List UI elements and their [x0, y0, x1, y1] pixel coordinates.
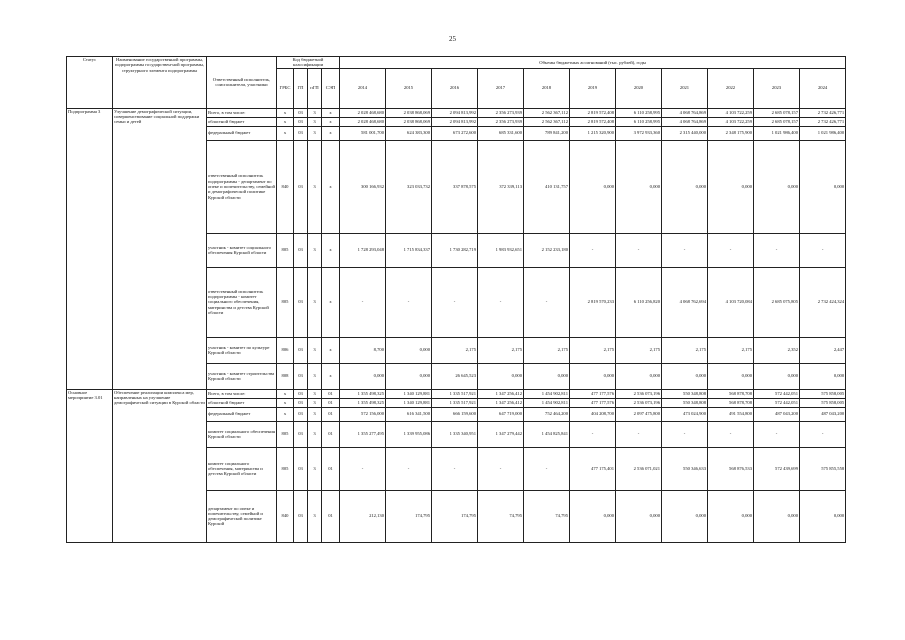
value-cell: - [478, 447, 524, 490]
value-cell: 1 983 932,651 [478, 233, 524, 267]
code-grbs: 805 [277, 267, 294, 337]
value-cell: 337 878,575 [432, 140, 478, 233]
value-cell: 568 876,533 [708, 447, 754, 490]
code-mgp: 3 [308, 337, 322, 363]
value-cell: 2 536 073,196 [616, 398, 662, 407]
value-cell: 2 038 868,069 [386, 117, 432, 126]
value-cell: - [616, 421, 662, 447]
row-executor: ответственный исполнитель подпрограммы - департамент по опеке и попечительству, семейной и демографической политике Курской области [207, 140, 277, 233]
value-cell: 6 110 256,820 [616, 267, 662, 337]
value-cell: 2 094 813,992 [432, 108, 478, 117]
value-cell: 752 464,200 [524, 407, 570, 421]
value-cell: - [478, 267, 524, 337]
value-cell: 1 454 902,811 [524, 389, 570, 398]
value-cell: 74,795 [524, 490, 570, 542]
code-gp: 03 [294, 267, 308, 337]
code-osm: 01 [322, 407, 340, 421]
code-mgp: 3 [308, 447, 322, 490]
code-mgp: 3 [308, 389, 322, 398]
block-status: Основное мероприятие 3.01 [67, 389, 113, 542]
value-cell: 0,000 [662, 490, 708, 542]
code-gp: 03 [294, 140, 308, 233]
value-cell: - [386, 447, 432, 490]
value-cell: 0,000 [478, 363, 524, 389]
code-grbs: x [277, 398, 294, 407]
value-cell: 2,175 [616, 337, 662, 363]
value-cell: - [340, 267, 386, 337]
value-cell: 1 335 340,951 [432, 421, 478, 447]
code-grbs: x [277, 389, 294, 398]
code-mgp: 3 [308, 233, 322, 267]
value-cell: 673 272,600 [432, 126, 478, 140]
header-gp: ГП [294, 68, 308, 108]
value-cell: - [662, 421, 708, 447]
value-cell: 616 341,500 [386, 407, 432, 421]
value-cell: - [662, 233, 708, 267]
value-cell: 2,175 [570, 337, 616, 363]
value-cell: 1 730 282,719 [432, 233, 478, 267]
block-name: Обеспечение реализации комплекса мер, направленных на улучшение демографической ситуации в Курской области [113, 389, 207, 542]
value-cell: 4 068 764,869 [662, 117, 708, 126]
value-cell: 0,000 [800, 140, 846, 233]
value-cell: 2 562 367,112 [524, 117, 570, 126]
value-cell: 0,000 [570, 363, 616, 389]
value-cell: 300 166,932 [340, 140, 386, 233]
value-cell: 568 878,708 [708, 398, 754, 407]
code-osm: x [322, 363, 340, 389]
value-cell: 0,000 [570, 490, 616, 542]
code-mgp: 3 [308, 398, 322, 407]
code-grbs: 808 [277, 363, 294, 389]
value-cell: 174,795 [386, 490, 432, 542]
code-gp: 03 [294, 233, 308, 267]
code-osm: x [322, 140, 340, 233]
value-cell: 1 021 986,400 [800, 126, 846, 140]
value-cell: 473 024,900 [662, 407, 708, 421]
value-cell: 1 340 129,881 [386, 389, 432, 398]
value-cell: 6 110 258,995 [616, 108, 662, 117]
value-cell: - [386, 267, 432, 337]
value-cell: - [754, 421, 800, 447]
row-executor: ответственный исполнитель подпрограммы - комитет социального обеспечения, материнства и детства Курской области [207, 267, 277, 337]
code-osm: x [322, 337, 340, 363]
value-cell: 2 732 426,771 [800, 108, 846, 117]
value-cell: 0,000 [340, 363, 386, 389]
header-executor: Ответственный исполнитель, соисполнители, участники [207, 57, 277, 109]
value-cell: 491 554,800 [708, 407, 754, 421]
value-cell: 666 159,600 [432, 407, 478, 421]
value-cell: 404 208,700 [570, 407, 616, 421]
value-cell: 26 645,523 [432, 363, 478, 389]
value-cell: 1 021 986,400 [754, 126, 800, 140]
value-cell: 575 858,005 [800, 398, 846, 407]
value-cell: 2,352 [754, 337, 800, 363]
row-executor: участник - комитет социального обеспечения Курской области [207, 233, 277, 267]
code-osm: x [322, 126, 340, 140]
value-cell: 568 878,708 [708, 389, 754, 398]
row-executor: областной бюджет [207, 117, 277, 126]
value-cell: 0,000 [800, 363, 846, 389]
page-number: 25 [449, 35, 456, 43]
header-status: Статус [67, 57, 113, 109]
value-cell: 2 348 175,900 [708, 126, 754, 140]
value-cell: 2 094 813,992 [432, 117, 478, 126]
header-year: 2019 [570, 68, 616, 108]
value-cell: - [340, 447, 386, 490]
header-year: 2024 [800, 68, 846, 108]
code-grbs: x [277, 117, 294, 126]
code-grbs: x [277, 108, 294, 117]
row-executor: участник - комитет по культуре Курской области [207, 337, 277, 363]
value-cell: 2 732 426,771 [800, 117, 846, 126]
code-mgp: 3 [308, 421, 322, 447]
value-cell: - [616, 233, 662, 267]
code-gp: 03 [294, 407, 308, 421]
value-cell: 789 841,200 [524, 126, 570, 140]
value-cell: 2 685 075,805 [754, 267, 800, 337]
code-osm: x [322, 108, 340, 117]
value-cell: 1 339 955,086 [386, 421, 432, 447]
value-cell: - [708, 233, 754, 267]
value-cell: 4 103 722,259 [708, 117, 754, 126]
value-cell: 2 536 073,196 [616, 389, 662, 398]
value-cell: - [754, 233, 800, 267]
code-osm: 01 [322, 490, 340, 542]
value-cell: 550 346,633 [662, 447, 708, 490]
value-cell: 1 454 825,841 [524, 421, 570, 447]
header-volumes: Объемы бюджетных ассигнований (тыс. рублей), годы [340, 57, 846, 69]
value-cell: 2,175 [432, 337, 478, 363]
value-cell: 1 335 517,921 [432, 398, 478, 407]
table-row [67, 108, 846, 117]
code-grbs: 805 [277, 421, 294, 447]
value-cell: 2 819 570,233 [570, 267, 616, 337]
value-cell: - [432, 447, 478, 490]
row-executor: федеральный бюджет [207, 126, 277, 140]
code-osm: x [322, 267, 340, 337]
value-cell: 1 347 256,412 [478, 398, 524, 407]
header-osm: СЭП [322, 68, 340, 108]
header-year: 2022 [708, 68, 754, 108]
value-cell: 1 355 498,325 [340, 389, 386, 398]
value-cell: 0,000 [708, 490, 754, 542]
code-mgp: 3 [308, 140, 322, 233]
value-cell: 685 331,600 [478, 126, 524, 140]
value-cell: 8,700 [340, 337, 386, 363]
value-cell: 372 339,113 [478, 140, 524, 233]
code-mgp: 3 [308, 407, 322, 421]
value-cell: 572 156,000 [340, 407, 386, 421]
value-cell: 2 819 572,408 [570, 117, 616, 126]
code-mgp: 3 [308, 108, 322, 117]
header-year: 2018 [524, 68, 570, 108]
header-name: Наименование государственной программы, подпрограммы государствен-ной программы, структурного элемента подпрограммы [113, 57, 207, 109]
row-executor: областной бюджет [207, 398, 277, 407]
value-cell: 1 355 277,495 [340, 421, 386, 447]
value-cell: 647 719,000 [478, 407, 524, 421]
value-cell: 1 215 320,900 [570, 126, 616, 140]
code-mgp: 3 [308, 117, 322, 126]
header-year: 2016 [432, 68, 478, 108]
value-cell: 2 562 367,112 [524, 108, 570, 117]
value-cell: 0,000 [754, 140, 800, 233]
code-grbs: 805 [277, 447, 294, 490]
value-cell: 2 038 868,069 [386, 108, 432, 117]
value-cell: 1 335 517,921 [432, 389, 478, 398]
value-cell: - [800, 421, 846, 447]
value-cell: 572 442,051 [754, 398, 800, 407]
value-cell: 0,000 [616, 490, 662, 542]
code-gp: 03 [294, 490, 308, 542]
value-cell: 2,175 [708, 337, 754, 363]
value-cell: 2 315 440,000 [662, 126, 708, 140]
value-cell: 4 103 720,084 [708, 267, 754, 337]
value-cell: 6 110 258,995 [616, 117, 662, 126]
value-cell: 0,000 [662, 363, 708, 389]
code-grbs: 806 [277, 337, 294, 363]
code-gp: 03 [294, 421, 308, 447]
value-cell: 2 819 572,408 [570, 108, 616, 117]
code-osm: 01 [322, 447, 340, 490]
value-cell: 2,175 [662, 337, 708, 363]
header-year: 2017 [478, 68, 524, 108]
value-cell: 2 685 078,157 [754, 108, 800, 117]
value-cell: 323 033,732 [386, 140, 432, 233]
value-cell: 2,447 [800, 337, 846, 363]
value-cell: 4 068 762,694 [662, 267, 708, 337]
value-cell: 624 383,300 [386, 126, 432, 140]
row-executor: комитет социального обеспечения Курской области [207, 421, 277, 447]
value-cell: 1 340 129,881 [386, 398, 432, 407]
header-year: 2015 [386, 68, 432, 108]
code-grbs: 840 [277, 140, 294, 233]
header-grbs: ГРБС [277, 68, 294, 108]
value-cell: 2 152 233,180 [524, 233, 570, 267]
value-cell: 477 177,576 [570, 389, 616, 398]
value-cell: 0,000 [800, 490, 846, 542]
code-mgp: 3 [308, 363, 322, 389]
value-cell: 2 028 468,680 [340, 108, 386, 117]
code-osm: 01 [322, 389, 340, 398]
value-cell: 0,000 [754, 490, 800, 542]
value-cell: 0,000 [524, 363, 570, 389]
value-cell: 0,000 [616, 363, 662, 389]
value-cell: 0,000 [708, 140, 754, 233]
value-cell: 487 043,200 [800, 407, 846, 421]
value-cell: 550 348,808 [662, 398, 708, 407]
value-cell: - [524, 267, 570, 337]
value-cell: - [708, 421, 754, 447]
header-budget-code: Код бюджетной классификации [277, 57, 340, 69]
value-cell: 477 177,576 [570, 398, 616, 407]
row-executor: Всего, в том числе: [207, 389, 277, 398]
table-row [67, 389, 846, 398]
value-cell: 3 972 933,360 [616, 126, 662, 140]
row-executor: Всего, в том числе: [207, 108, 277, 117]
value-cell: 572 442,051 [754, 389, 800, 398]
value-cell: 174,795 [432, 490, 478, 542]
value-cell: 0,000 [386, 337, 432, 363]
row-executor: участник - комитет строительства Курской области [207, 363, 277, 389]
code-grbs: 805 [277, 233, 294, 267]
row-executor: департамент по опеке и попечительству, семейной и демографической политике Курской [207, 490, 277, 542]
code-gp: 03 [294, 398, 308, 407]
budget-table [66, 56, 846, 543]
value-cell: 1 347 279,442 [478, 421, 524, 447]
value-cell: 74,795 [478, 490, 524, 542]
value-cell: 1 728 293,048 [340, 233, 386, 267]
value-cell: 2 536 071,021 [616, 447, 662, 490]
value-cell: 1 355 498,325 [340, 398, 386, 407]
value-cell: - [432, 267, 478, 337]
value-cell: 0,000 [754, 363, 800, 389]
code-grbs: x [277, 126, 294, 140]
value-cell: 2 028 468,680 [340, 117, 386, 126]
value-cell: - [570, 233, 616, 267]
block-status: Подпрограмма 3 [67, 108, 113, 389]
value-cell: 550 348,808 [662, 389, 708, 398]
value-cell: 2 097 475,800 [616, 407, 662, 421]
code-gp: 03 [294, 117, 308, 126]
value-cell: 2 356 273,939 [478, 117, 524, 126]
value-cell: 1 454 902,811 [524, 398, 570, 407]
code-mgp: 3 [308, 126, 322, 140]
value-cell: 0,000 [386, 363, 432, 389]
header-year: 2021 [662, 68, 708, 108]
code-gp: 03 [294, 108, 308, 117]
block-name: Улучшение демографической ситуации, совершенствование социальной поддержки семьи и детей [113, 108, 207, 389]
code-gp: 03 [294, 337, 308, 363]
row-executor: федеральный бюджет [207, 407, 277, 421]
value-cell: 487 043,200 [754, 407, 800, 421]
value-cell: 477 175,401 [570, 447, 616, 490]
value-cell: 2,175 [478, 337, 524, 363]
code-gp: 03 [294, 363, 308, 389]
value-cell: 212,130 [340, 490, 386, 542]
value-cell: 575 855,558 [800, 447, 846, 490]
value-cell: 1 347 256,412 [478, 389, 524, 398]
value-cell: 0,000 [616, 140, 662, 233]
header-year: 2014 [340, 68, 386, 108]
code-gp: 03 [294, 126, 308, 140]
header-mgp: пГП [308, 68, 322, 108]
value-cell: 581 001,700 [340, 126, 386, 140]
value-cell: 2 685 078,157 [754, 117, 800, 126]
value-cell: - [570, 421, 616, 447]
value-cell: 572 439,699 [754, 447, 800, 490]
value-cell: 4 103 722,259 [708, 108, 754, 117]
code-mgp: 3 [308, 490, 322, 542]
code-osm: 01 [322, 421, 340, 447]
value-cell: 0,000 [662, 140, 708, 233]
code-osm: x [322, 117, 340, 126]
code-gp: 03 [294, 447, 308, 490]
code-grbs: 840 [277, 490, 294, 542]
value-cell: - [800, 233, 846, 267]
value-cell: 575 858,005 [800, 389, 846, 398]
value-cell: 410 131,757 [524, 140, 570, 233]
row-executor: комитет социального обеспечения, материнства и детства Курской области [207, 447, 277, 490]
value-cell: 1 715 834,337 [386, 233, 432, 267]
code-grbs: x [277, 407, 294, 421]
code-mgp: 3 [308, 267, 322, 337]
value-cell: 0,000 [570, 140, 616, 233]
value-cell: - [524, 447, 570, 490]
value-cell: 2 356 273,939 [478, 108, 524, 117]
header-year: 2020 [616, 68, 662, 108]
header-year: 2023 [754, 68, 800, 108]
value-cell: 2 732 424,324 [800, 267, 846, 337]
value-cell: 2,175 [524, 337, 570, 363]
value-cell: 0,000 [708, 363, 754, 389]
code-osm: x [322, 233, 340, 267]
value-cell: 4 068 764,869 [662, 108, 708, 117]
code-osm: 01 [322, 398, 340, 407]
code-gp: 03 [294, 389, 308, 398]
